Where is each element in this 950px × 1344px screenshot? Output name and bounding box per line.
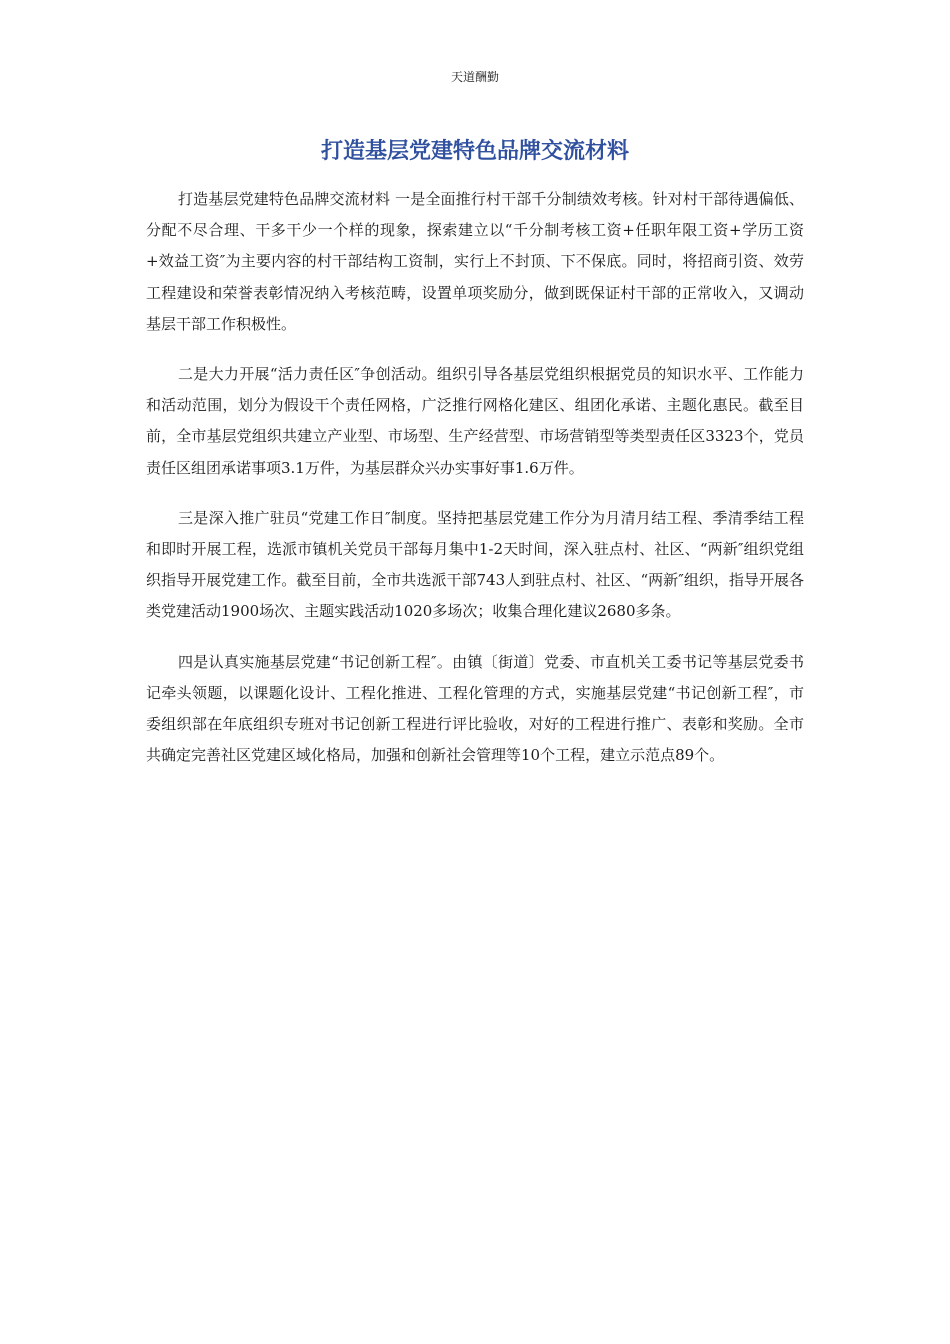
paragraph-3: 三是深入推广驻员“党建工作日″制度。坚持把基层党建工作分为月清月结工程、季清季结工程和即时开展工程，选派市镇机关党员干部每月集中1-2天时间，深入驻点村、社区、“两新″组织党组织指导开展党建工作。截至目前，全市共选派干部743人到驻点村、社区、“两新″组织，指导开展各类党建活动1900场次、主题实践活动1020多场次；收集合理化建议2680多条。 xyxy=(146,508,804,621)
document-title: 打造基层党建特色品牌交流材料 xyxy=(320,139,629,164)
page-header: 天道酬勤 xyxy=(450,70,499,84)
paragraph-1: 打造基层党建特色品牌交流材料 一是全面推行村干部千分制绩效考核。针对村干部待遇偏低、分配不尽合理、干多干少一个样的现象，探索建立以“千分制考核工资+任职年限工资+学历工资+效益工资″为主要内容的村干部结构工资制，实行上不封顶、下不保底。同时，将招商引资、效劳工程建设和荣誉表彰情况纳入考核范畴，设置单项奖励分，做到既保证村干部的正常收入，又调动基层干部工作积极性。 xyxy=(146,190,804,333)
document-body xyxy=(146,184,804,790)
paragraph-2: 二是大力开展“活力责任区″争创活动。组织引导各基层党组织根据党员的知识水平、工作能力和活动范围，划分为假设干个责任网格，广泛推行网格化建区、组团化承诺、主题化惠民。截至目前，全市基层党组织共建立产业型、市场型、生产经营型、市场营销型等类型责任区3323个，党员责任区组团承诺事项3.1万件，为基层群众兴办实事好事1.6万件。 xyxy=(146,365,804,477)
paragraph-4: 四是认真实施基层党建“书记创新工程″。由镇〔街道〕党委、市直机关工委书记等基层党委书记牵头领题，以课题化设计、工程化推进、工程化管理的方式，实施基层党建“书记创新工程″，市委组织部在年底组织专班对书记创新工程进行评比验收，对好的工程进行推广、表彰和奖励。全市共确定完善社区党建区域化格局，加强和创新社会管理等10个工程，建立示范点89个。 xyxy=(146,652,804,765)
